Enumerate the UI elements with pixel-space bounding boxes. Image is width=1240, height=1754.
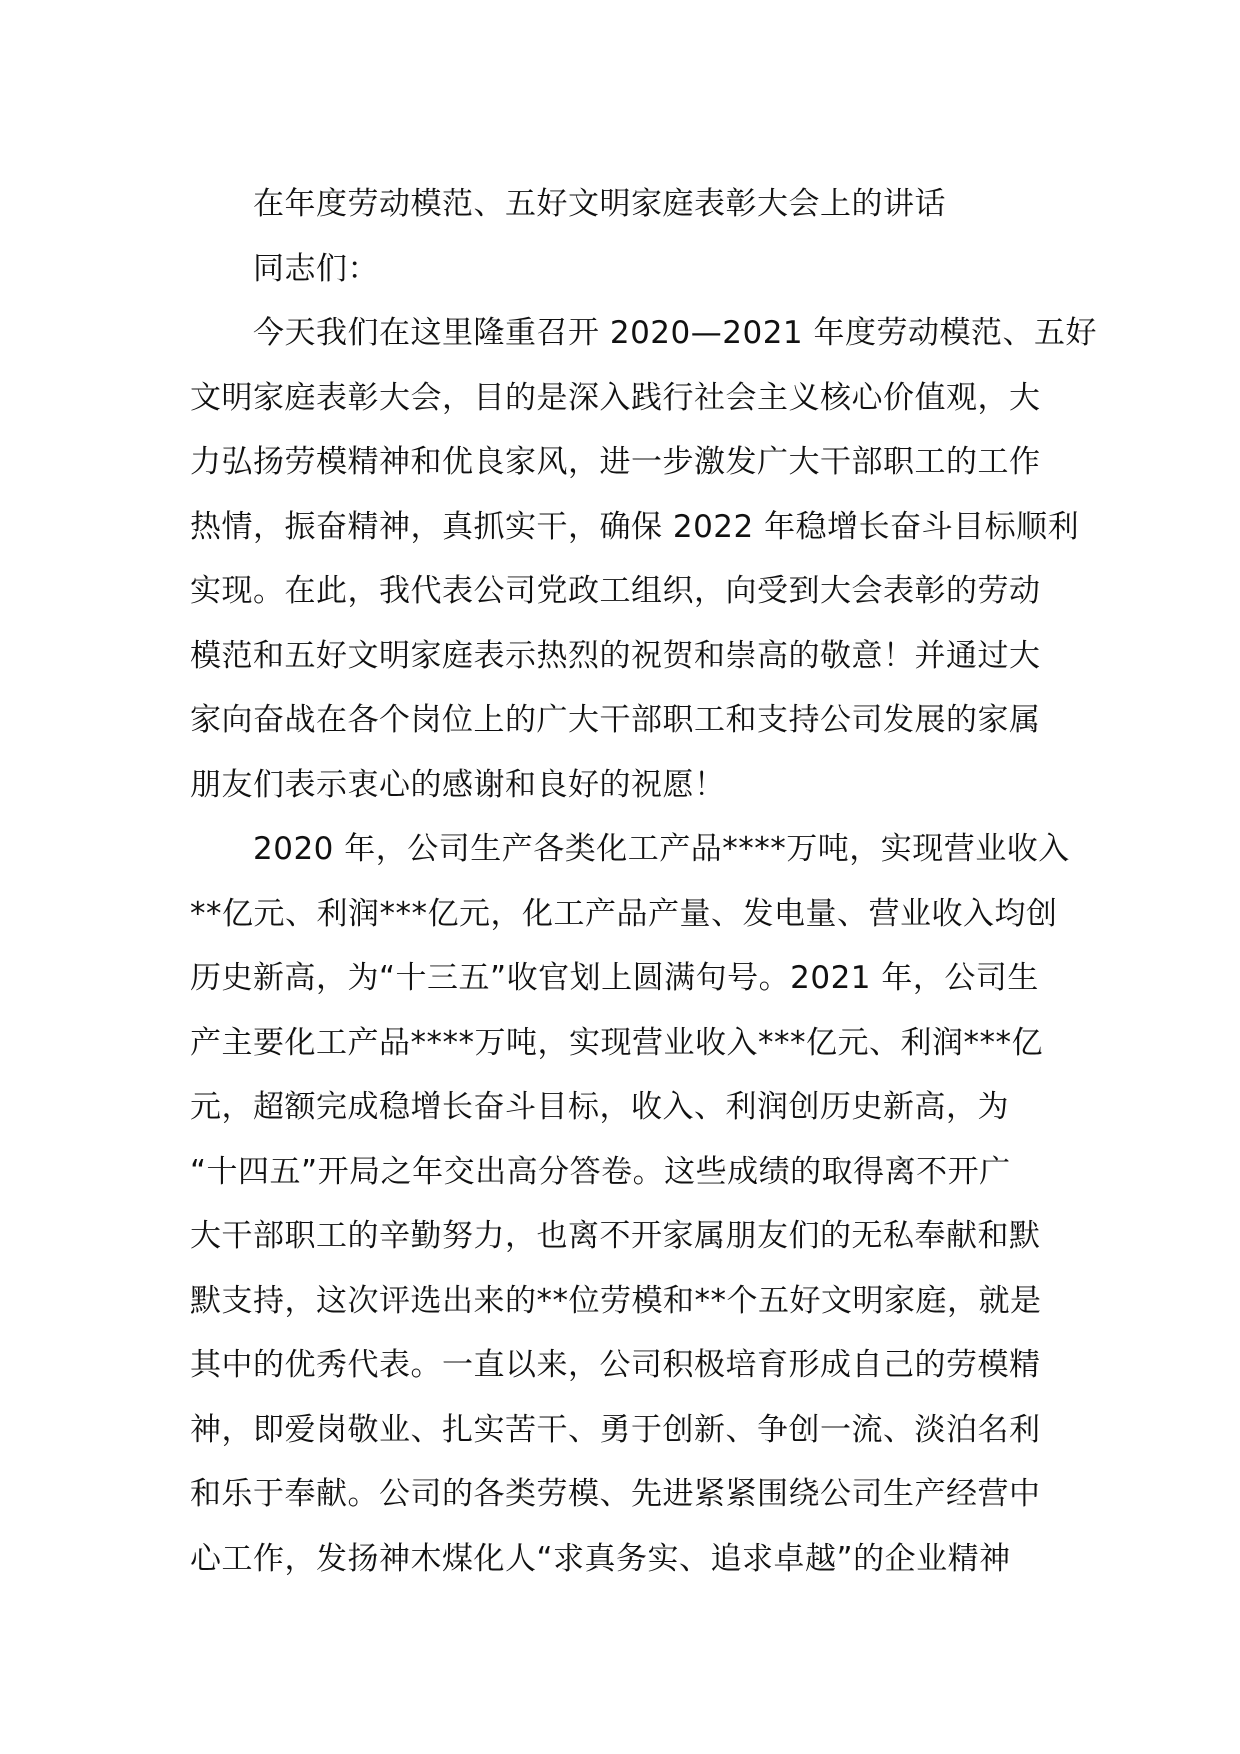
paragraph-line: 大干部职工的辛勤努力，也离不开家属朋友们的无私奉献和默	[190, 1218, 1041, 1254]
paragraph-line: 心工作，发扬神木煤化人“求真务实、追求卓越”的企业精神	[190, 1540, 1011, 1577]
document-title: 在年度劳动模范、五好文明家庭表彰大会上的讲话	[253, 186, 946, 222]
paragraph-line: 今天我们在这里隆重召开 2020—2021 年度劳动模范、五好	[253, 315, 1097, 351]
paragraph-line: 神，即爱岗敬业、扎实苦干、勇于创新、争创一流、淡泊名利	[190, 1411, 1041, 1448]
paragraph-line: 力弘扬劳模精神和优良家风，进一步激发广大干部职工的工作	[190, 444, 1041, 480]
paragraph-line: 和乐于奉献。公司的各类劳模、先进紧紧围绕公司生产经营中	[190, 1476, 1041, 1512]
paragraph-line: 默支持，这次评选出来的**位劳模和**个五好文明家庭，就是	[190, 1282, 1042, 1319]
speech-text	[190, 172, 1097, 1591]
paragraph-line: 产主要化工产品****万吨，实现营业收入***亿元、利润***亿	[190, 1024, 1043, 1061]
paragraph-line: “十四五”开局之年交出高分答卷。这些成绩的取得离不开广	[190, 1153, 1011, 1190]
paragraph-line: 家向奋战在各个岗位上的广大干部职工和支持公司发展的家属	[190, 702, 1041, 738]
paragraph-2	[190, 817, 1070, 1591]
paragraph-line: 热情，振奋精神，真抓实干，确保 2022 年稳增长奋斗目标顺利	[190, 508, 1080, 545]
salutation: 同志们：	[253, 250, 379, 287]
paragraph-line: 其中的优秀代表。一直以来，公司积极培育形成自己的劳模精	[190, 1347, 1041, 1383]
paragraph-line: 历史新高，为“十三五”收官划上圆满句号。2021 年，公司生	[190, 960, 1039, 996]
paragraph-line: 2020 年，公司生产各类化工产品****万吨，实现营业收入	[253, 831, 1070, 867]
paragraph-line: **亿元、利润***亿元，化工产品产量、发电量、营业收入均创	[190, 895, 1058, 932]
paragraph-line: 模范和五好文明家庭表示热烈的祝贺和崇高的敬意！并通过大	[190, 637, 1041, 674]
paragraph-line: 实现。在此，我代表公司党政工组织，向受到大会表彰的劳动	[190, 573, 1041, 609]
paragraph-line: 文明家庭表彰大会，目的是深入践行社会主义核心价值观，大	[190, 379, 1041, 416]
paragraph-line: 朋友们表示衷心的感谢和良好的祝愿！	[190, 766, 726, 803]
paragraph-line: 元，超额完成稳增长奋斗目标，收入、利润创历史新高，为	[190, 1089, 1009, 1125]
paragraph-1	[190, 301, 1097, 817]
